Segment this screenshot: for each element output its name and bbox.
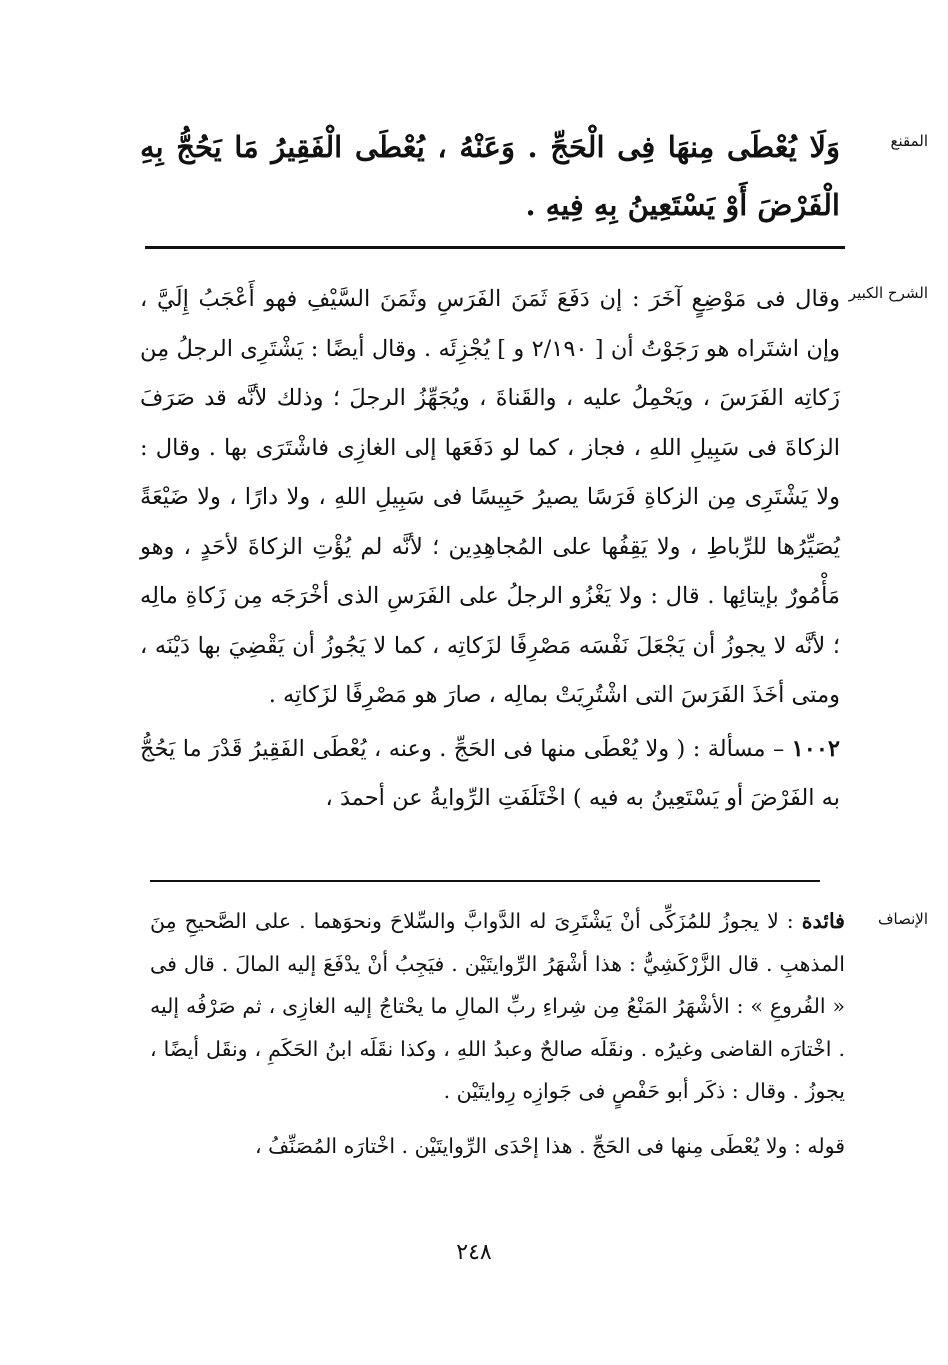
issue-text: – مسألة : ( ولا يُعْطَى منها فى الحَجِّ . وعنه ، يُعْطَى الفَقِيرُ قَدْرَ ما يَحُجُّ به الفَرْضَ أو يَسْتَعِينُ به فيه ) اخْتَلَفَتِ الرِّوايةُ عن أحمدَ ، [140,735,840,811]
issue-number: ١٠٠٢ [791,735,840,762]
section-label-muqni: المقنع [890,132,928,150]
sharh-text-block [140,275,840,824]
section-divider-thin [150,880,820,882]
faida-text: : لا يجوزُ للمُزَكِّى أنْ يَشْتَرِىَ له الدَّوابَّ والسِّلاحَ ونحوَهما . على الصَّحيحِ مِنَ المذهبِ . قال الزَّرْكَشِيُّ : هذا أشْهَرُ الرِّوايتَيْن . فيَجِبُ أنْ يدْفَعَ إليه المالَ . قال فى « الفُروعِ » : الأشْهَرُ المَنْعُ مِن شِراءِ ربِّ المالِ ما يحْتاجُ إليه الغازِى ، ثم صَرْفُه إليه . اخْتارَه القاضى وغيرُه . ونقَلَه صالحٌ وعبدُ اللهِ ، وكذا نقَلَه ابنُ الحَكَمِ ، ونقَل أيضًا ، يجوزُ . وقال : ذكَر أبو حَفْصٍ فى جَوازِه رِوايتَيْن . [150,909,845,1103]
faida-paragraph [150,900,845,1113]
section-label-sharh: الشرح الكبير [848,284,928,302]
sharh-paragraph: وقال فى مَوْضِعٍ آخَرَ : إن دَفَعَ ثَمَنَ الفَرَسِ وثَمَنَ السَّيْفِ فهو أَعْجَبُ إِلَيَّ ، وإن اشتَراه هو رَجَوْتُ أن [ ٢/١٩٠ و ] يُجْزِئَه . وقال أيضًا : يَشْتَرِى الرجلُ مِن زَكاتِه الفَرَسَ ، ويَحْمِلُ عليه ، والقَناةَ ، ويُجَهِّزُ الرجلَ ؛ وذلك لأنَّه قد صَرَفَ الزكاةَ فى سَبِيلِ اللهِ ، فجاز ، كما لو دَفَعَها إلى الغازِى فاشْتَرَى بها . وقال : ولا يَشْتَرِى مِن الزكاةِ فَرَسًا يصيرُ حَبِيسًا فى سَبِيلِ اللهِ ، ولا دارًا ، ولا ضَيْعَةً يُصَيِّرُها للرِّباطِ ، ولا يَقِفُها على المُجاهِدِين ؛ لأنَّه لم يُؤْتِ الزكاةَ لأحَدٍ ، وهو مَأْمُورٌ بإيتائِها . قال : ولا يَغْزُو الرجلُ على الفَرَسِ الذى أخْرَجَه مِن زَكاةِ مالِه ؛ لأنَّه لا يجوزُ أن يَجْعَلَ نَفْسَه مَصْرِفًا لزَكاتِه ، كما لا يَجُوزُ أن يَقْضِيَ بها دَيْنَه ، ومتى أخَذَ الفَرَسَ التى اشْتُرِيَتْ بمالِه ، صارَ هو مَصْرِفًا لزَكاتِه . [140,286,840,708]
issue-paragraph [140,725,840,824]
muqni-text-block [140,118,840,234]
insaf-text-block [150,900,845,1167]
muqni-text: وَلَا يُعْطَى مِنهَا فِى الْحَجِّ . وَعَنْهُ ، يُعْطَى الْفَقِيرُ مَا يَحُجُّ بِهِ الْفَرْضَ أَوْ يَسْتَعِينُ بِهِ فِيهِ . [140,130,840,222]
section-label-insaf: الإنصاف [877,910,928,928]
faida-label: فائدة [801,909,845,933]
section-divider-thick [145,246,845,249]
page-number: ٢٤٨ [456,1240,492,1265]
qawl-paragraph: قوله : ولا يُعْطَى مِنها فى الحَجِّ . هذا إحْدَى الرِّوايتَيْن . اخْتارَه المُصَنِّفُ ، [254,1133,845,1158]
